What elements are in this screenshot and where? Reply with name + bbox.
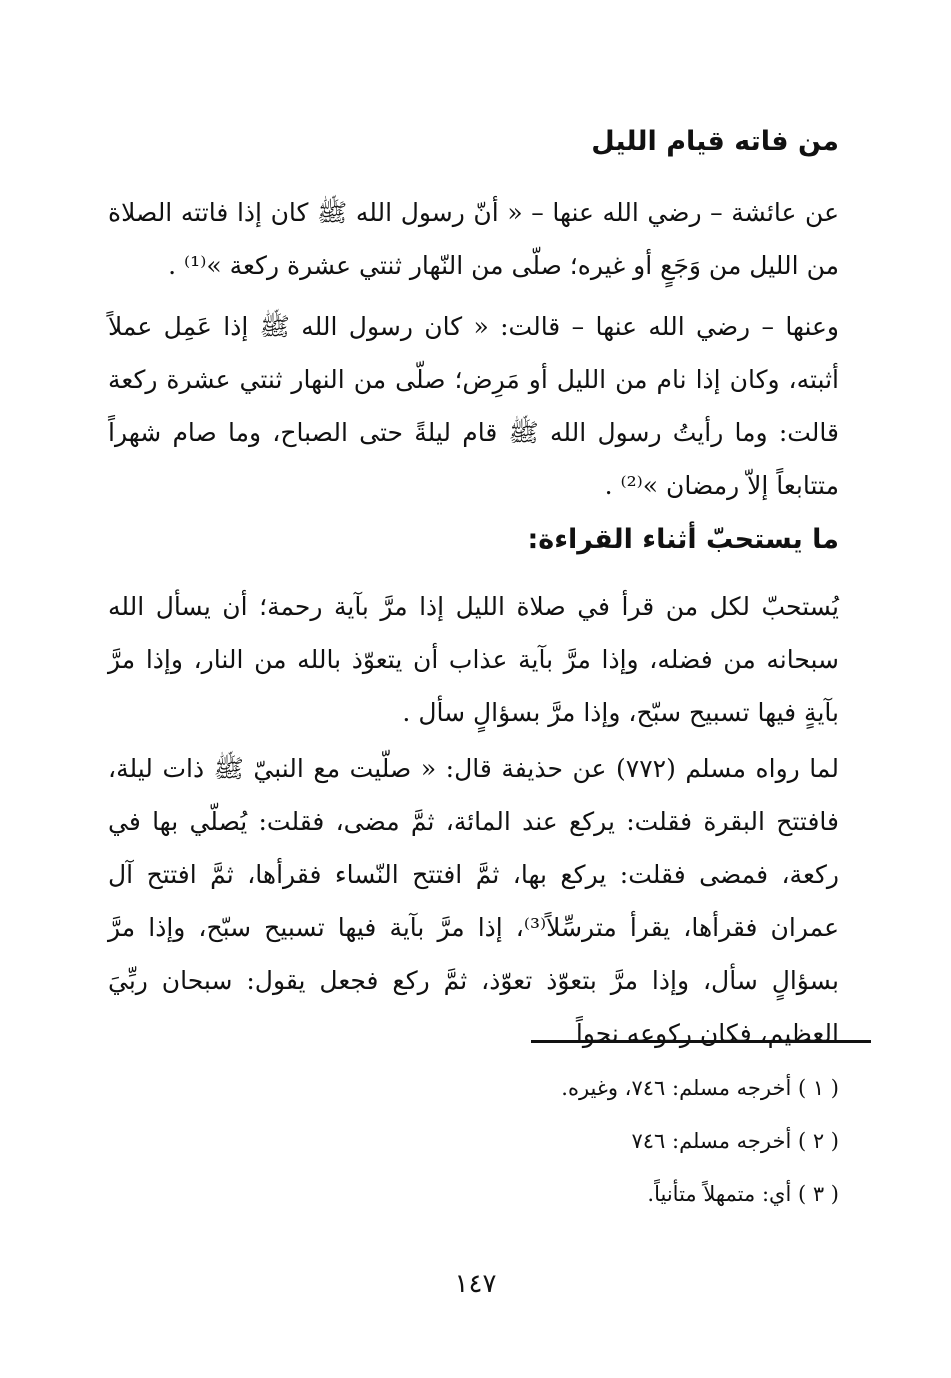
footnote-1: ( ١ ) أخرجه مسلم: ٧٤٦، وغيره.: [561, 1076, 839, 1100]
footnote-2: ( ٢ ) أخرجه مسلم: ٧٤٦: [631, 1129, 839, 1153]
paragraph-recommended-recitation: يُستحبّ لكل من قرأ في صلاة الليل إذا مرَّ بآية رحمة؛ أن يسأل الله سبحانه من فضله، وإذا مرَّ بآية عذاب أن يتعوّذ بالله من النار، وإذا مرَّ بآيةٍ فيها تسبيح سبّح، وإذا مرَّ بسؤالٍ سأل .: [108, 592, 839, 727]
paragraph-aisha-hadith-1: عن عائشة – رضي الله عنها – « أنّ رسول الله ﷺ كان إذا فاتته الصلاة من الليل من وَجَعٍ أو غيره؛ صلّى من النّهار ثنتي عشرة ركعة »⁽¹⁾ .: [108, 198, 839, 280]
paragraph-hudhayfa-hadith: لما رواه مسلم (٧٧٢) عن حذيفة قال: « صلّيت مع النبيّ ﷺ ذات ليلة، فافتتح البقرة فقلت: يركع عند المائة، ثمَّ مضى، فقلت: يُصلّي بها في ركعة، فمضى فقلت: يركع بها، ثمَّ افتتح النّساء فقرأها، ثمَّ افتتح آل عمران فقرأها، يقرأ مترسِّلاً⁽³⁾، إذا مرَّ بآية فيها تسبيح سبّح، وإذا مرَّ بسؤالٍ سأل، وإذا مرَّ بتعوّذ تعوّذ، ثمَّ ركع فجعل يقول: سبحان ربِّيَ العظيم، فكان ركوعه نحواً: [108, 754, 840, 1048]
page-number: ١٤٧: [454, 1269, 497, 1299]
section-heading-missed-night-prayer: من فاته قيام الليل: [591, 126, 839, 157]
section-heading-recommended-during-recitation: ما يستحبّ أثناء القراءة:: [527, 524, 839, 555]
footnote-divider: [531, 1040, 871, 1043]
paragraph-aisha-hadith-2: وعنها – رضي الله عنها – قالت: « كان رسول الله ﷺ إذا عَمِل عملاً أثبته، وكان إذا نام من الليل أو مَرِض؛ صلّى من النهار ثنتي عشرة ركعة قالت: وما رأيتُ رسول الله ﷺ قام ليلةً حتى الصباح، وما صام شهراً متتابعاً إلاّ رمضان »⁽²⁾ .: [108, 312, 839, 500]
footnote-3: ( ٣ ) أي: متمهلاً متأنياً.: [647, 1182, 839, 1206]
footnotes: [419, 1062, 839, 1221]
